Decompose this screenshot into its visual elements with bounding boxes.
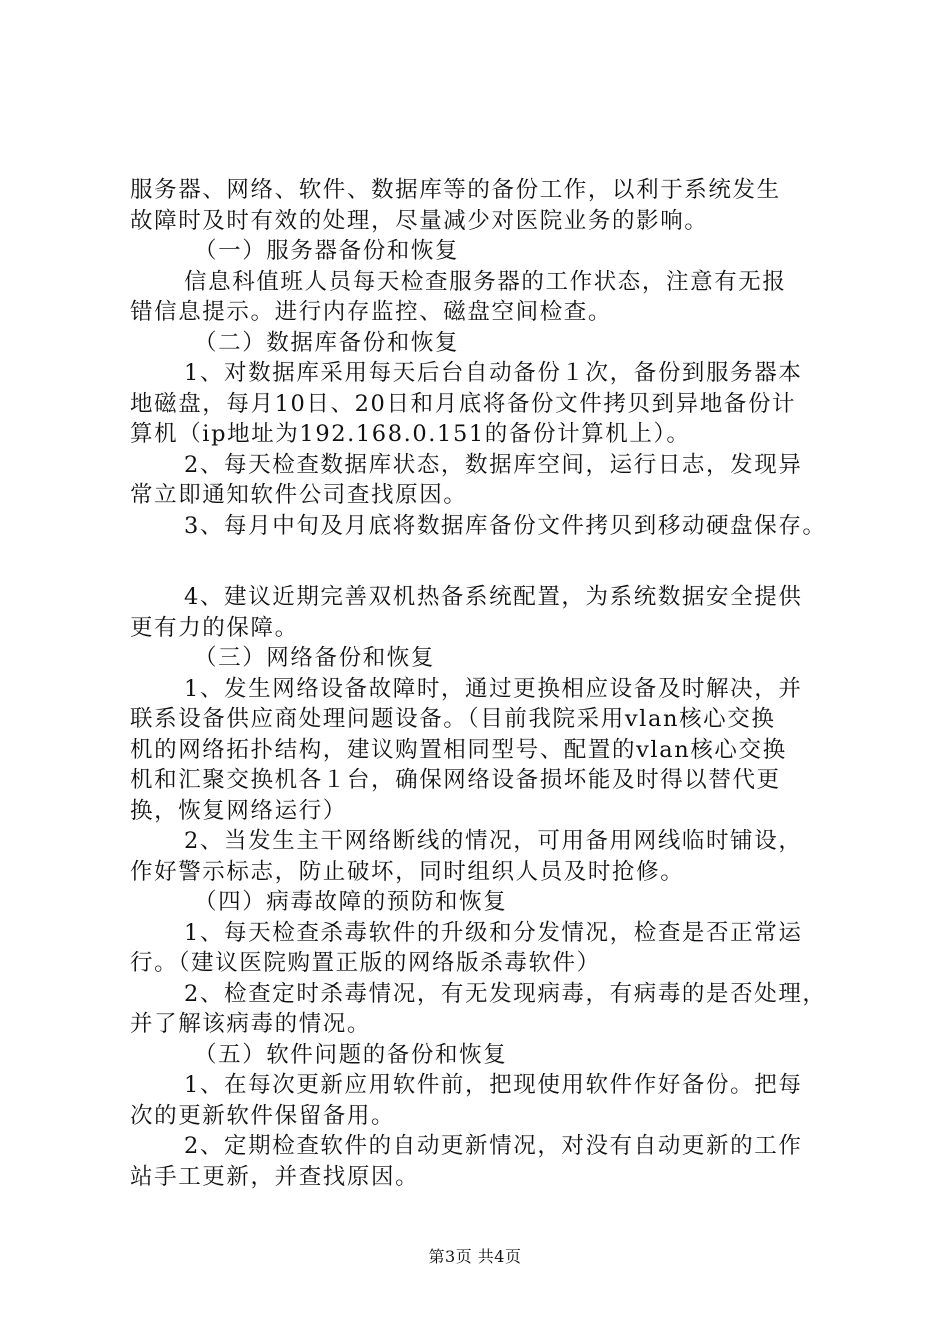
paragraph-line: 常立即通知软件公司查找原因。 — [130, 482, 468, 508]
paragraph-line: 1、每天检查杀毒软件的升级和分发情况，检查是否正常运 — [184, 919, 803, 946]
paragraph-line: 2、检查定时杀毒情况，有无发现病毒，有病毒的是否处理， — [184, 980, 827, 1007]
paragraph-line: 机的网络拓扑结构，建议购置相同型号、配置的vlan核心交换 — [130, 736, 787, 763]
paragraph-line: 换，恢复网络运行） — [130, 797, 347, 824]
section-heading: （五）软件问题的备份和恢复 — [194, 1041, 508, 1068]
paragraph-gap — [130, 541, 835, 582]
paragraph-line: 并了解该病毒的情况。 — [130, 1011, 372, 1037]
paragraph-line: 联系设备供应商处理问题设备。（目前我院采用vlan核心交换 — [130, 706, 776, 732]
section-heading: （四）病毒故障的预防和恢复 — [194, 889, 508, 915]
paragraph-line: 行。（建议医院购置正版的网络版杀毒软件） — [130, 950, 601, 976]
paragraph-line: 作好警示标志，防止破坏，同时组织人员及时抢修。 — [130, 858, 685, 885]
section-heading: （二）数据库备份和恢复 — [194, 329, 460, 356]
paragraph-line: 更有力的保障。 — [130, 614, 299, 641]
paragraph-line: 服务器、网络、软件、数据库等的备份工作，以利于系统发生 — [130, 177, 781, 203]
paragraph-line: 1、对数据库采用每天后台自动备份１次，备份到服务器本 — [184, 360, 803, 386]
paragraph-line: 2、定期检查软件的自动更新情况，对没有自动更新的工作 — [184, 1133, 803, 1159]
paragraph-line: 1、在每次更新应用软件前，把现使用软件作好备份。把每 — [184, 1072, 803, 1098]
paragraph-line: 机和汇聚交换机各１台，确保网络设备损坏能及时得以替代更 — [130, 767, 781, 793]
paragraph-line: 算机（ip地址为192.168.0.151的备份计算机上）。 — [130, 421, 691, 447]
paragraph-line: 站手工更新，并查找原因。 — [130, 1163, 420, 1190]
section-heading: （一）服务器备份和恢复 — [194, 238, 460, 264]
document-body — [130, 175, 835, 1192]
paragraph-line: 故障时及时有效的处理，尽量减少对医院业务的影响。 — [130, 207, 709, 234]
page-number-footer: 第3页 共4页 — [428, 1247, 522, 1266]
paragraph-line: 2、当发生主干网络断线的情况，可用备用网线临时铺设， — [184, 828, 803, 854]
paragraph-line: 错信息提示。进行内存监控、磁盘空间检查。 — [130, 299, 613, 325]
paragraph-line: 次的更新软件保留备用。 — [130, 1102, 396, 1129]
section-heading: （三）网络备份和恢复 — [194, 645, 436, 671]
paragraph-line: 3、每月中旬及月底将数据库备份文件拷贝到移动硬盘保存。 — [184, 512, 827, 539]
paragraph-line: 信息科值班人员每天检查服务器的工作状态，注意有无报 — [184, 268, 787, 295]
paragraph-line: 2、每天检查数据库状态，数据库空间，运行日志，发现异 — [184, 451, 803, 478]
paragraph-line: 1、发生网络设备故障时，通过更换相应设备及时解决，并 — [184, 675, 803, 702]
paragraph-line: 地磁盘，每月10日、20日和月底将备份文件拷贝到异地备份计 — [130, 390, 797, 417]
paragraph-line: 4、建议近期完善双机热备系统配置，为系统数据安全提供 — [184, 584, 803, 610]
